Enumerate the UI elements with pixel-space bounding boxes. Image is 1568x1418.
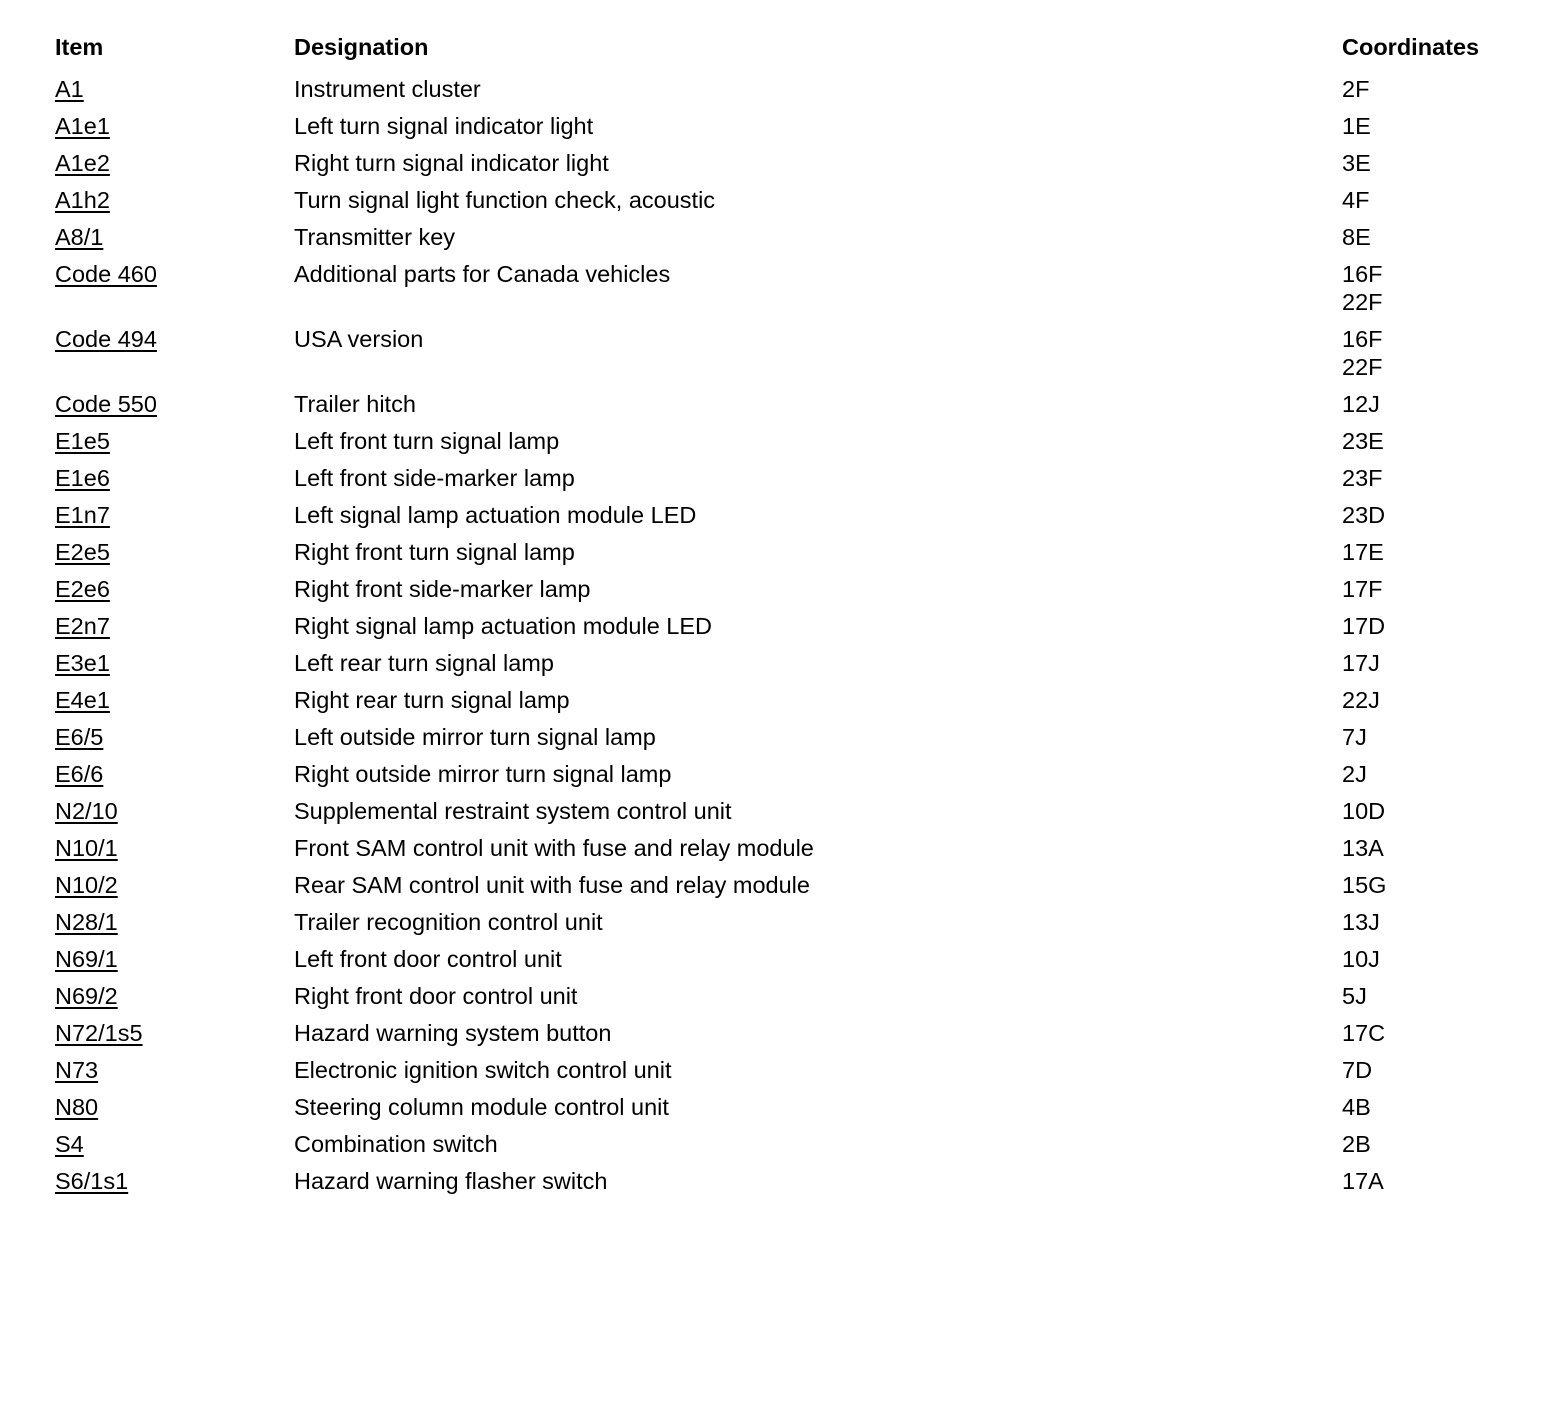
item-link[interactable]: Code 494	[55, 326, 157, 352]
coordinates-cell	[1342, 825, 1535, 862]
header-row	[55, 31, 1535, 66]
item-link[interactable]: Code 550	[55, 391, 157, 417]
item-link[interactable]: N69/1	[55, 946, 118, 972]
coordinate-value: 23F	[1342, 465, 1383, 491]
item-link[interactable]: E2e5	[55, 539, 110, 565]
item-link[interactable]: A1	[55, 76, 84, 102]
item-link[interactable]: A8/1	[55, 224, 104, 250]
item-link[interactable]: E1n7	[55, 502, 110, 528]
coordinate-value: 10J	[1342, 946, 1380, 972]
item-cell	[55, 973, 294, 1010]
table-row	[55, 1158, 1535, 1195]
item-cell	[55, 1010, 294, 1047]
table-row	[55, 1121, 1535, 1158]
coordinate-value: 4B	[1342, 1094, 1371, 1120]
item-link[interactable]: E4e1	[55, 687, 110, 713]
designation-cell: Transmitter key	[294, 224, 456, 250]
designation-cell: Turn signal light function check, acoustic	[294, 187, 716, 213]
table-row	[55, 529, 1535, 566]
designation-cell: Front SAM control unit with fuse and relay module	[294, 835, 814, 861]
item-link[interactable]: E1e6	[55, 465, 110, 491]
table-row	[55, 251, 1535, 316]
item-cell	[55, 140, 294, 177]
coordinates-cell	[1342, 1121, 1535, 1158]
coordinates-cell	[1342, 603, 1535, 640]
coordinate-value: 17F	[1342, 576, 1383, 602]
coordinates-cell	[1342, 140, 1535, 177]
designation-cell: Steering column module control unit	[294, 1094, 669, 1120]
item-link[interactable]: E6/5	[55, 724, 104, 750]
coordinate-value: 4F	[1342, 187, 1370, 213]
coordinates-cell	[1342, 862, 1535, 899]
table-row	[55, 103, 1535, 140]
coordinate-value: 23E	[1342, 428, 1384, 454]
item-link[interactable]: E2e6	[55, 576, 110, 602]
designation-cell: Left rear turn signal lamp	[294, 650, 554, 676]
table-row	[55, 714, 1535, 751]
coordinate-value: 3E	[1342, 150, 1371, 176]
coordinates-cell	[1342, 381, 1535, 418]
designation-cell: Instrument cluster	[294, 76, 481, 102]
item-cell	[55, 603, 294, 640]
item-link[interactable]: A1h2	[55, 187, 110, 213]
designation-cell: USA version	[294, 326, 424, 352]
table-row	[55, 66, 1535, 103]
coordinates-cell	[1342, 566, 1535, 603]
coordinates-cell	[1342, 316, 1535, 381]
item-link[interactable]: N80	[55, 1094, 99, 1120]
item-cell	[55, 677, 294, 714]
designation-cell: Right front side-marker lamp	[294, 576, 591, 602]
item-link[interactable]: S6/1s1	[55, 1168, 129, 1194]
coordinates-cell	[1342, 492, 1535, 529]
coordinate-value: 2F	[1342, 76, 1370, 102]
table-header	[55, 31, 1535, 66]
item-cell	[55, 529, 294, 566]
table-row	[55, 603, 1535, 640]
designation-cell: Additional parts for Canada vehicles	[294, 261, 671, 287]
designation-cell: Left front turn signal lamp	[294, 428, 560, 454]
coordinates-cell	[1342, 1084, 1535, 1121]
header-designation: Designation	[294, 34, 429, 60]
coordinates-cell	[1342, 214, 1535, 251]
header-coordinates: Coordinates	[1342, 34, 1480, 60]
table-row	[55, 899, 1535, 936]
coordinate-value: 2J	[1342, 761, 1367, 787]
coordinate-value: 23D	[1342, 502, 1386, 528]
coordinates-cell	[1342, 788, 1535, 825]
item-cell	[55, 1158, 294, 1195]
item-cell	[55, 251, 294, 316]
item-link[interactable]: N73	[55, 1057, 99, 1083]
item-cell	[55, 1047, 294, 1084]
coordinate-value: 16F	[1342, 326, 1383, 352]
designation-cell: Right outside mirror turn signal lamp	[294, 761, 672, 787]
coordinates-cell	[1342, 677, 1535, 714]
designation-cell: Left outside mirror turn signal lamp	[294, 724, 656, 750]
coordinates-cell	[1342, 418, 1535, 455]
item-cell	[55, 862, 294, 899]
table-row	[55, 788, 1535, 825]
table-row	[55, 936, 1535, 973]
table-row	[55, 1047, 1535, 1084]
coordinates-cell	[1342, 66, 1535, 103]
item-link[interactable]: E6/6	[55, 761, 104, 787]
designation-cell: Right rear turn signal lamp	[294, 687, 570, 713]
coordinate-value: 22F	[1342, 289, 1383, 315]
designation-cell: Left signal lamp actuation module LED	[294, 502, 697, 528]
table-row	[55, 418, 1535, 455]
coordinate-value: 17D	[1342, 613, 1386, 639]
coordinates-cell	[1342, 177, 1535, 214]
item-cell	[55, 103, 294, 140]
coordinates-cell	[1342, 1158, 1535, 1195]
table-row	[55, 862, 1535, 899]
coordinate-value: 17A	[1342, 1168, 1384, 1194]
item-cell	[55, 455, 294, 492]
item-cell	[55, 316, 294, 381]
item-cell	[55, 66, 294, 103]
item-link[interactable]: N72/1s5	[55, 1020, 143, 1046]
coordinate-value: 22F	[1342, 354, 1383, 380]
table-row	[55, 566, 1535, 603]
item-cell	[55, 1121, 294, 1158]
designation-cell: Rear SAM control unit with fuse and relay module	[294, 872, 810, 898]
coordinates-cell	[1342, 529, 1535, 566]
header-item: Item	[55, 34, 104, 60]
designation-cell: Hazard warning system button	[294, 1020, 612, 1046]
coordinate-value: 7D	[1342, 1057, 1373, 1083]
item-cell	[55, 751, 294, 788]
item-cell	[55, 936, 294, 973]
designation-cell: Trailer hitch	[294, 391, 416, 417]
table-row	[55, 973, 1535, 1010]
table-row	[55, 640, 1535, 677]
coordinate-value: 16F	[1342, 261, 1383, 287]
designation-cell: Left front door control unit	[294, 946, 562, 972]
coordinate-value: 1E	[1342, 113, 1371, 139]
coordinates-cell	[1342, 899, 1535, 936]
coordinates-cell	[1342, 103, 1535, 140]
item-link[interactable]: N2/10	[55, 798, 118, 824]
item-cell	[55, 177, 294, 214]
table-row	[55, 455, 1535, 492]
designation-cell: Right front turn signal lamp	[294, 539, 575, 565]
item-link[interactable]: E1e5	[55, 428, 110, 454]
coordinate-value: 15G	[1342, 872, 1387, 898]
table-row	[55, 825, 1535, 862]
designation-cell: Left turn signal indicator light	[294, 113, 594, 139]
coordinate-value: 10D	[1342, 798, 1386, 824]
table-row	[55, 677, 1535, 714]
coordinates-cell	[1342, 251, 1535, 316]
item-link[interactable]: N10/2	[55, 872, 118, 898]
item-cell	[55, 381, 294, 418]
item-link[interactable]: E2n7	[55, 613, 110, 639]
coordinate-value: 5J	[1342, 983, 1367, 1009]
coordinates-cell	[1342, 751, 1535, 788]
coordinate-value: 22J	[1342, 687, 1380, 713]
coordinates-cell	[1342, 640, 1535, 677]
coordinates-cell	[1342, 1010, 1535, 1047]
table-row	[55, 316, 1535, 381]
item-cell	[55, 640, 294, 677]
item-link[interactable]: Code 460	[55, 261, 157, 287]
table-row	[55, 1010, 1535, 1047]
item-link[interactable]: S4	[55, 1131, 84, 1157]
table-row	[55, 214, 1535, 251]
item-cell	[55, 492, 294, 529]
item-cell	[55, 566, 294, 603]
designation-cell: Right front door control unit	[294, 983, 578, 1009]
designation-cell: Hazard warning flasher switch	[294, 1168, 608, 1194]
table-body	[55, 66, 1535, 1195]
component-legend-table	[55, 31, 1535, 1195]
coordinate-value: 17C	[1342, 1020, 1386, 1046]
item-cell	[55, 899, 294, 936]
coordinates-cell	[1342, 455, 1535, 492]
table-row	[55, 177, 1535, 214]
item-cell	[55, 825, 294, 862]
table-row	[55, 492, 1535, 529]
designation-cell: Combination switch	[294, 1131, 498, 1157]
designation-cell: Electronic ignition switch control unit	[294, 1057, 672, 1083]
item-cell	[55, 1084, 294, 1121]
coordinates-cell	[1342, 936, 1535, 973]
item-link[interactable]: N10/1	[55, 835, 118, 861]
item-link[interactable]: N28/1	[55, 909, 118, 935]
designation-cell: Right turn signal indicator light	[294, 150, 609, 176]
designation-cell: Right signal lamp actuation module LED	[294, 613, 713, 639]
coordinate-value: 13A	[1342, 835, 1384, 861]
coordinates-cell	[1342, 973, 1535, 1010]
coordinates-cell	[1342, 714, 1535, 751]
coordinate-value: 2B	[1342, 1131, 1371, 1157]
item-link[interactable]: N69/2	[55, 983, 118, 1009]
table-row	[55, 140, 1535, 177]
item-cell	[55, 214, 294, 251]
designation-cell: Left front side-marker lamp	[294, 465, 575, 491]
table-row	[55, 751, 1535, 788]
coordinate-value: 13J	[1342, 909, 1380, 935]
item-cell	[55, 788, 294, 825]
designation-cell: Trailer recognition control unit	[294, 909, 603, 935]
coordinate-value: 12J	[1342, 391, 1380, 417]
table-row	[55, 1084, 1535, 1121]
designation-cell: Supplemental restraint system control unit	[294, 798, 732, 824]
item-link[interactable]: E3e1	[55, 650, 110, 676]
item-cell	[55, 714, 294, 751]
coordinate-value: 7J	[1342, 724, 1367, 750]
item-link[interactable]: A1e1	[55, 113, 110, 139]
item-link[interactable]: A1e2	[55, 150, 110, 176]
table-row	[55, 381, 1535, 418]
coordinate-value: 8E	[1342, 224, 1371, 250]
coordinate-value: 17J	[1342, 650, 1380, 676]
coordinate-value: 17E	[1342, 539, 1384, 565]
coordinates-cell	[1342, 1047, 1535, 1084]
item-cell	[55, 418, 294, 455]
